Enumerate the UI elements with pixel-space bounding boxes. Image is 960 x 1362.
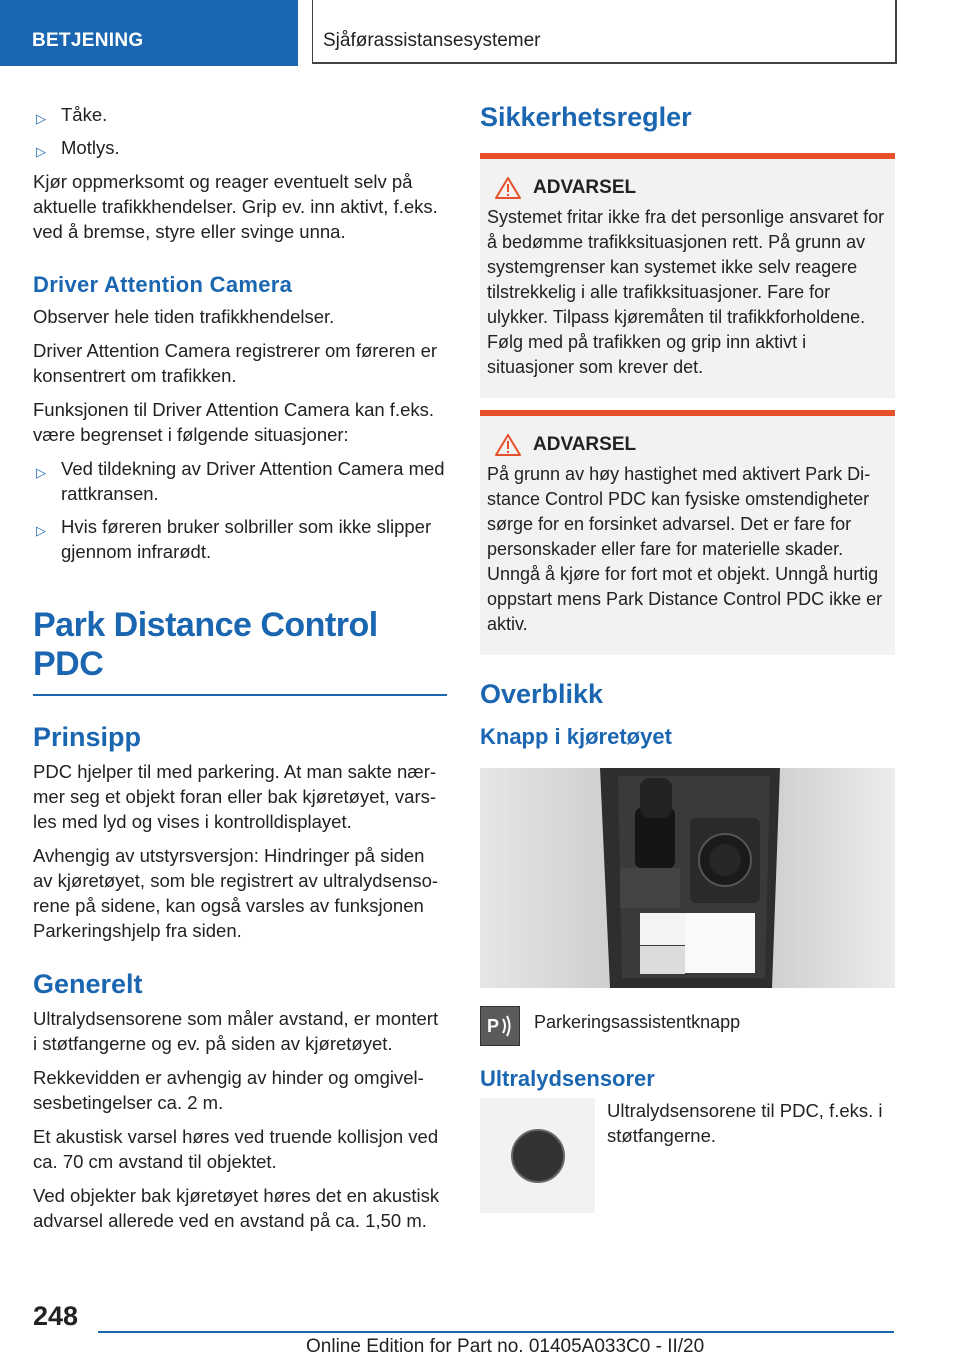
- triangle-right-icon: ▷: [36, 523, 46, 538]
- svg-text:P: P: [487, 1016, 500, 1036]
- heading-overblikk: Overblikk: [480, 679, 604, 709]
- chapter-title-box: [312, 0, 897, 64]
- triangle-right-icon: ▷: [36, 144, 46, 159]
- paragraph: Avhengig av utstyrsversjon: Hindringer på siden av kjøretøyet, som ble registrert av ultralydsensorene på sidene, kan også varsles av funksjonen Parkeringshjelp fra siden.: [33, 845, 439, 941]
- warning-triangle-icon: [495, 177, 521, 199]
- paragraph: Et akustisk varsel høres ved truende kollisjon ved ca. 70 cm avstand til objektet.: [33, 1126, 439, 1172]
- list-item: ▷ Tåke.: [33, 102, 447, 127]
- heading-park-distance-control: Park Distance Control PDC: [33, 606, 447, 696]
- paragraph: Ultralydsensorene som måler avstand, er montert i støtfangerne og ev. på siden av kjøretøyet.: [33, 1008, 439, 1054]
- section-label: BETJENING: [32, 30, 144, 51]
- bullet-list-limitations: [33, 456, 447, 564]
- heading-ultralydsensorer: Ultralydsensorer: [480, 1066, 655, 1091]
- triangle-right-icon: ▷: [36, 111, 46, 126]
- paragraph: Observer hele tiden trafikkhendelser.: [33, 306, 335, 327]
- page-header: [0, 0, 960, 66]
- bullet-list-conditions: [33, 102, 447, 160]
- right-column: [480, 102, 895, 1213]
- heading-sikkerhetsregler: Sikkerhetsregler: [480, 102, 692, 132]
- caption-text: Parkeringsassistentknapp: [534, 1012, 741, 1032]
- list-item: ▷ Hvis føreren bruker solbriller som ikke slipper gjennom infrarødt.: [36, 516, 432, 562]
- footer-divider: [98, 1331, 894, 1333]
- center-console-photo: [480, 768, 895, 988]
- triangle-right-icon: ▷: [36, 465, 46, 480]
- warning-label: ADVARSEL: [533, 177, 637, 198]
- figure-caption: [480, 1006, 895, 1046]
- heading-generelt: Generelt: [33, 969, 143, 999]
- paragraph: Driver Attention Camera registrerer om føreren er konsentrert om trafikken.: [33, 340, 438, 386]
- warning-text: Systemet fritar ikke fra det personlige ansvaret for å bedømme trafikksituasjonen rett. På grunn av systemgrenser kan systemet ikke selv reagere tilstrekkelig i alle trafikksituasjoner. Fare for ulykker. Tilpass kjøremåten til trafikkforholdene. Følg med på trafikken og grip inn aktivt i situasjoner som krever det.: [487, 207, 885, 377]
- paragraph: Funksjonen til Driver Attention Camera kan f.eks. være begrenset i følgende situasjoner:: [33, 399, 435, 445]
- warning-box: [480, 153, 895, 398]
- warning-header: [487, 177, 887, 199]
- warning-label: ADVARSEL: [533, 434, 637, 455]
- page-number: 248: [33, 1301, 79, 1331]
- footer-edition: Online Edition for Part no. 01405A033C0 - II/20: [306, 1336, 705, 1357]
- paragraph: Ved objekter bak kjøretøyet høres det en akustisk advarsel allerede ved en avstand på ca. 1,50 m.: [33, 1185, 440, 1231]
- heading-knapp-i-kjoretoyet: Knapp i kjøretøyet: [480, 724, 672, 749]
- sensor-row: [480, 1098, 895, 1213]
- heading-prinsipp: Prinsipp: [33, 722, 142, 752]
- list-item: ▷ Motlys.: [33, 135, 447, 160]
- paragraph: Kjør oppmerksomt og reager eventuelt selv på aktuelle trafikkhendelser. Grip ev. inn aktivt, f.eks. ved å bremse, styre eller svinge unna.: [33, 171, 438, 242]
- ultrasonic-sensor-icon: [511, 1129, 565, 1183]
- warning-text: På grunn av høy hastighet med aktivert Park Distance Control PDC kan fysiske omstendigheter sørge for en forsinket advarsel. Det er fare for personskader eller fare for materielle skader. Unngå å kjøre for fort mot et objekt. Unngå hurtig oppstart mens Park Distance Control PDC ikke er aktiv.: [487, 464, 883, 634]
- parking-assist-icon: [480, 1006, 520, 1046]
- list-item: ▷ Ved tildekning av Driver Attention Camera med rattkransen.: [36, 458, 445, 504]
- warning-header: [487, 434, 887, 456]
- heading-driver-attention-camera: Driver Attention Camera: [33, 272, 293, 297]
- left-column: [33, 102, 447, 1242]
- paragraph: PDC hjelper til med parkering. At man sakte nærmer seg et objekt foran eller bak kjøretøyet, varsles med lyd og vises i kontrolldisplayet.: [33, 761, 437, 832]
- paragraph: Ultralydsensorene til PDC, f.eks. i støtfangerne.: [607, 1100, 883, 1146]
- section-tab: [0, 0, 298, 66]
- paragraph: Rekkevidden er avhengig av hinder og omgivelsesbetingelser ca. 2 m.: [33, 1067, 424, 1113]
- chapter-title: Sjåførassistansesystemer: [323, 30, 541, 51]
- warning-box: [480, 410, 895, 655]
- sensor-image: [480, 1098, 595, 1213]
- warning-triangle-icon: [495, 434, 521, 456]
